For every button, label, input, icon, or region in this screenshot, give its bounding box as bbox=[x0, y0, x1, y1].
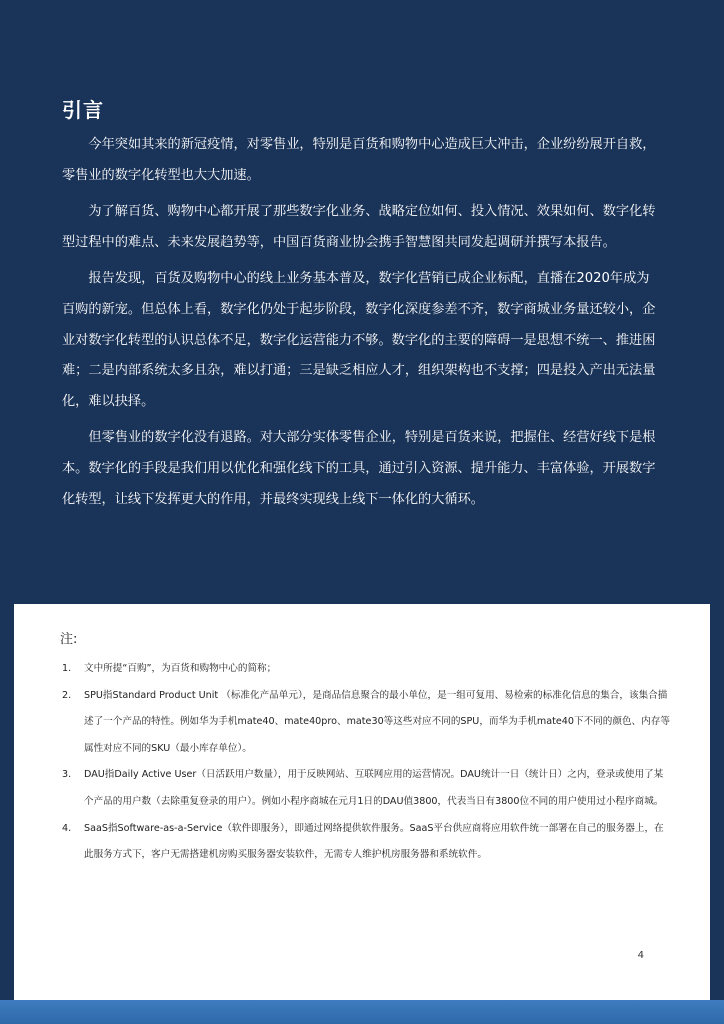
note-item bbox=[60, 762, 670, 815]
note-number: 2. bbox=[62, 689, 72, 701]
note-number: 3. bbox=[62, 769, 72, 781]
intro-body bbox=[62, 130, 656, 521]
section-title: 引言 bbox=[62, 98, 104, 122]
intro-paragraph: 为了解百货、购物中心都开展了那些数字化业务、战略定位如何、投入情况、效果如何、数字化转型过程中的难点、未来发展趋势等，中国百货商业协会携手智慧图共同发起调研并撰写本报告。 bbox=[62, 204, 656, 250]
intro-paragraph: 报告发现，百货及购物中心的线上业务基本普及，数字化营销已成企业标配，直播在2020年成为百购的新宠。但总体上看，数字化仍处于起步阶段，数字化深度参差不齐，数字商城业务量还较小，企业对数字化转型的认识总体不足，数字化运营能力不够。数字化的主要的障碍一是思想不统一、推进困难；二是内部系统太多且杂，难以打通；三是缺乏相应人才，组织架构也不支撑；四是投入产出无法量化，难以抉择。 bbox=[62, 271, 656, 409]
note-text: DAU指Daily Active User（日活跃用户数量），用于反映网站、互联网应用的运营情况。DAU统计一日（统计日）之内，登录或使用了某个产品的用户数（去除重复登录的用户）。例如小程序商城在元月1日的DAU值3800，代表当日有3800位不同的用户使用过小程序商城。 bbox=[84, 769, 664, 807]
note-text: SPU指Standard Product Unit （标准化产品单元），是商品信息聚合的最小单位，是一组可复用、易检索的标准化信息的集合，该集合描述了一个产品的特性。例如华为手机mate40、mate40pro、mate30等这些对应不同的SPU，而华为手机mate40下不同的颜色、内存等属性对应不同的SKU（最小库存单位）。 bbox=[84, 689, 670, 754]
note-text: 文中所提“百购”，为百货和购物中心的简称； bbox=[84, 663, 277, 674]
notes-title: 注: bbox=[60, 632, 78, 647]
page-number: 4 bbox=[637, 950, 644, 961]
note-text: SaaS指Software-as-a-Service（软件即服务），即通过网络提供软件服务。SaaS平台供应商将应用软件统一部署在自己的服务器上，在此服务方式下，客户无需搭建机房购买服务器安装软件，无需专人维护机房服务器和系统软件。 bbox=[84, 822, 664, 861]
intro-paragraph: 今年突如其来的新冠疫情，对零售业，特别是百货和购物中心造成巨大冲击，企业纷纷展开自救，零售业的数字化转型也大大加速。 bbox=[62, 137, 656, 183]
intro-paragraph: 但零售业的数字化没有退路。对大部分实体零售企业，特别是百货来说，把握住、经营好线下是根本。数字化的手段是我们用以优化和强化线下的工具，通过引入资源、提升能力、丰富体验，开展数字化转型，让线下发挥更大的作用，并最终实现线上线下一体化的大循环。 bbox=[62, 430, 656, 507]
notes-panel bbox=[14, 604, 710, 1000]
note-item bbox=[60, 816, 670, 869]
note-number: 1. bbox=[62, 663, 72, 674]
footer-bar bbox=[0, 1000, 724, 1024]
notes-list bbox=[60, 656, 670, 869]
note-number: 4. bbox=[62, 822, 72, 834]
note-item bbox=[60, 683, 670, 763]
note-item bbox=[60, 656, 670, 683]
